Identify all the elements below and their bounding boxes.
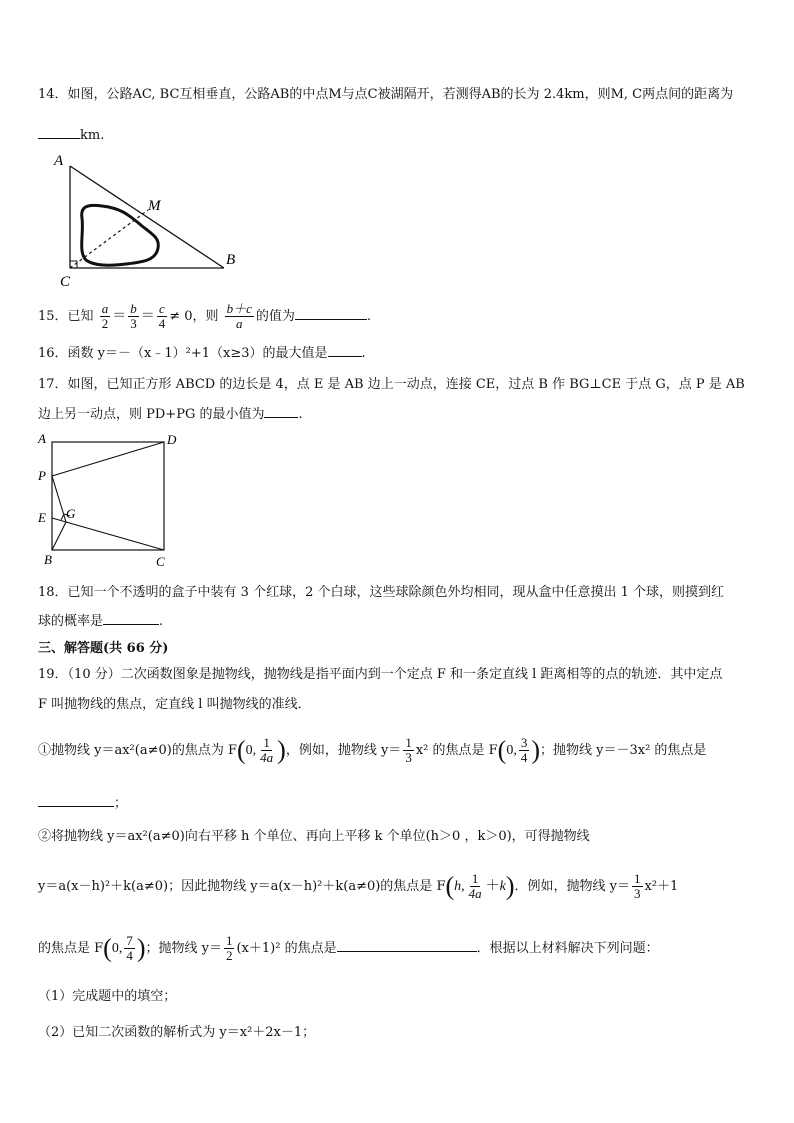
q16-line <box>38 344 366 363</box>
q17-blank <box>264 405 298 418</box>
q19-p1-end-text: ； <box>114 796 128 811</box>
frac-1-3: $\frac{1}{3}$ <box>405 735 412 765</box>
frac-c-4: $\frac{c}{4}$ <box>158 301 166 331</box>
q18-blank <box>103 612 159 625</box>
q17-line1: 17．如图，已知正方形 ABCD 的边长是 4，点 E 是 AB 边上一动点，连接 CE，过点 B 作 BG⊥CE 于点 G，点 P 是 AB <box>38 377 745 392</box>
label-a: A <box>54 153 64 169</box>
q19-p1: ①抛物线 y＝ax²(a≠0)的焦点为 F(0, $\frac{1}{4a}$ )，例如，抛物线 y＝ $\frac{1}{3}$ x² 的焦点是 F(0, $\frac{3}{4}$ )；抛物线 y＝－3x² 的焦点是 <box>38 735 707 765</box>
q16-tail: . <box>361 346 366 361</box>
label-c: C <box>156 554 165 569</box>
q19-sub2: （2）已知二次函数的解析式为 y＝x²＋2x－1； <box>38 1025 316 1040</box>
frac-7-4: $\frac{7}{4}$ <box>126 933 133 963</box>
q14-unit: km. <box>80 128 105 143</box>
q16-blank <box>328 344 362 357</box>
q19-p2c: x²＋1 <box>644 879 679 894</box>
q15-suffix: 的值为 <box>255 309 295 324</box>
q19-p1-end <box>38 794 127 813</box>
label-e: E <box>38 510 46 525</box>
label-a: A <box>38 431 46 446</box>
q19-p1c: x² 的焦点是 F <box>415 743 498 758</box>
q19-p3: 的焦点是 F(0, $\frac{7}{4}$ )；抛物线 y＝ $\frac{1}{2}$ (x＋1)² 的焦点是 ．根据以上材料解决下列问题： <box>38 933 659 963</box>
frac-1-3-b: $\frac{1}{3}$ <box>634 871 641 901</box>
seg-ec <box>52 518 164 550</box>
side-ab <box>70 166 224 268</box>
q19-p1b: ，例如，抛物线 y＝ <box>285 743 402 758</box>
q19-p1d: ；抛物线 y＝－3x² 的焦点是 <box>539 743 707 758</box>
q17-tail: . <box>298 407 303 422</box>
frac-3-4: $\frac{3}{4}$ <box>520 735 528 765</box>
q19-p2a: y＝a(x－h)²＋k(a≠0)；因此抛物线 y＝a(x－h)²＋k(a≠0)的焦点是 F <box>38 879 446 894</box>
label-c: C <box>60 274 71 288</box>
q19-p3b: ；抛物线 y＝ <box>145 941 222 956</box>
q19-p2: y＝a(x－h)²＋k(a≠0)；因此抛物线 y＝a(x－h)²＋k(a≠0)的焦点是 F(h, $\frac{1}{4a}$ ＋k)．例如，抛物线 y＝ $\frac{1}{3}$ x²＋1 <box>38 871 679 901</box>
section-heading: 三、解答题(共 66 分) <box>38 641 169 656</box>
frac-a-2: $\frac{a}{2}$ <box>101 301 109 331</box>
q15-prefix: 15．已知 <box>38 309 94 324</box>
q19-line1: 19．（10 分）二次函数图象是抛物线，抛物线是指平面内到一个定点 F 和一条定直线 l 距离相等的点的轨迹．其中定点 <box>38 667 723 682</box>
q19-p3d: ．根据以上材料解决下列问题： <box>476 941 659 956</box>
frac-1-2: $\frac{1}{2}$ <box>225 933 233 963</box>
q14-line1: 14．如图，公路AC, BC互相垂直，公路AB的中点M与点C被湖隔开，若测得AB的长为 2.4km，则M, C两点间的距离为 <box>38 87 734 102</box>
seg-pd <box>52 442 164 476</box>
q15-tail: . <box>366 309 372 324</box>
seg-bg <box>52 522 66 550</box>
q17-text2: 边上另一动点，则 PD+PG 的最小值为 <box>38 407 265 422</box>
q15-cond-tail: ≠ 0，则 <box>169 309 219 324</box>
q17-figure <box>34 430 184 570</box>
q19-line2: F 叫抛物线的焦点，定直线 l 叫抛物线的准线． <box>38 697 311 712</box>
label-d: D <box>167 432 177 447</box>
frac-b-3: $\frac{b}{3}$ <box>130 301 137 331</box>
frac-1-4a-k: $\frac{1}{4a}$ <box>468 871 482 901</box>
q14-figure <box>52 148 247 288</box>
q19-sub1: （1）完成题中的填空； <box>38 989 177 1004</box>
q14-answer-line <box>38 126 104 145</box>
q19-p2b: ．例如，抛物线 y＝ <box>514 879 631 894</box>
q15-blank <box>295 307 367 320</box>
q19-blank2 <box>337 939 477 952</box>
q18-tail: . <box>159 614 164 629</box>
label-m: M <box>148 198 161 214</box>
q16-text: 16．函数 y＝－（x﹣1）²+1（x≥3）的最大值是 <box>38 346 328 361</box>
q19-p3c: (x＋1)² 的焦点是 <box>236 941 337 956</box>
frac-1-4a: $\frac{1}{4a}$ <box>260 735 274 765</box>
q15-line: 15．已知 $\frac{a}{2}$ ＝ $\frac{b}{3}$ ＝ $\frac{c}{4}$ ≠ 0，则 $\frac{b+c}{a}$ 的值为 . <box>38 301 372 331</box>
q19-p1a: ①抛物线 y＝ax²(a≠0)的焦点为 F <box>38 743 237 758</box>
q19-p3a: 的焦点是 F <box>38 941 104 956</box>
lake-shape <box>82 205 159 265</box>
label-g: G <box>66 506 76 521</box>
q18-line2 <box>38 612 163 631</box>
q19-blank1 <box>38 794 114 807</box>
q18-line1: 18．已知一个不透明的盒子中装有 3 个红球，2 个白球，这些球除颜色外均相同，现从盒中任意摸出 1 个球，则摸到红 <box>38 585 725 600</box>
label-p: P <box>38 468 46 483</box>
label-b: B <box>226 252 236 268</box>
q19-p2-line1: ②将抛物线 y＝ax²(a≠0)向右平移 h 个单位、再向上平移 k 个单位(h＞0 ，k＞0)，可得抛物线 <box>38 829 590 844</box>
label-b: B <box>44 552 52 567</box>
q18-text2: 球的概率是 <box>38 614 104 629</box>
frac-bc-a: $\frac{b+c}{a}$ <box>226 301 252 331</box>
q14-blank <box>38 126 80 139</box>
q17-line2 <box>38 405 303 424</box>
